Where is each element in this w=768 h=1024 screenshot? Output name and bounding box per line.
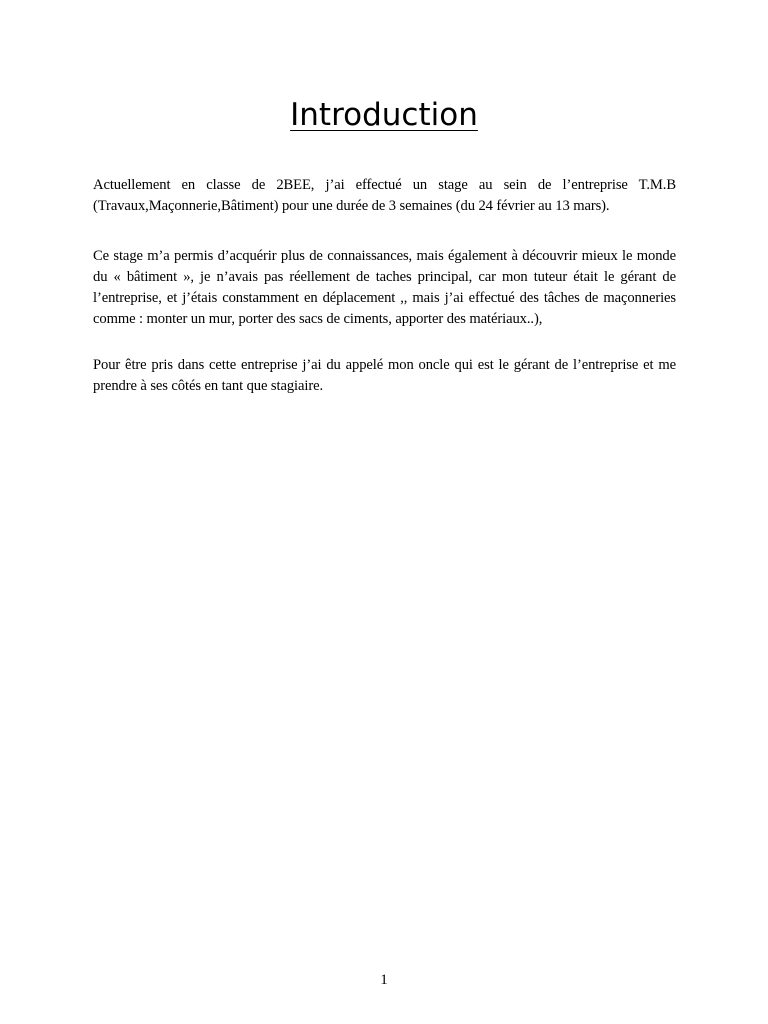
page-title: Introduction <box>290 97 478 133</box>
paragraph-internship-overview: Actuellement en classe de 2BEE, j’ai effectué un stage au sein de l’entreprise T.M.B (Travaux,Maçonnerie,Bâtiment) pour une durée de 3 semaines (du 24 février au 13 mars). <box>93 177 676 214</box>
paragraph-internship-experience: Ce stage m’a permis d’acquérir plus de connaissances, mais également à découvrir mieux le monde du « bâtiment », je n’avais pas réellement de taches principal, car mon tuteur était le gérant de l’entreprise, et j’étais constamment en déplacement ,, mais j’ai effectué des tâches de maçonneries comme : monter un mur, porter des sacs de ciments, apporter des matériaux..), <box>93 248 676 327</box>
paragraph-how-obtained-internship: Pour être pris dans cette entreprise j’ai du appelé mon oncle qui est le gérant de l’entreprise et me prendre à ses côtés en tant que stagiaire. <box>93 357 676 394</box>
page-number: 1 <box>380 972 388 988</box>
